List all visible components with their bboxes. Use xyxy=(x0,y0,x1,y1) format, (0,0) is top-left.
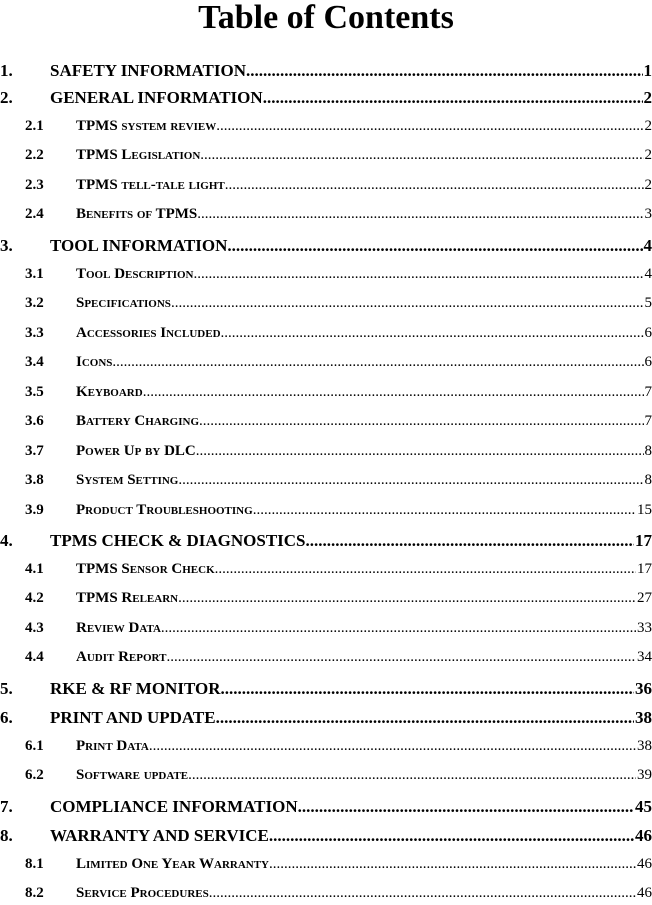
toc-entry-3-3[interactable] xyxy=(0,325,652,345)
toc-label: TPMS Legislation xyxy=(76,147,200,164)
toc-label: TPMS system review xyxy=(76,118,216,135)
toc-entry-8[interactable] xyxy=(0,826,652,846)
toc-leader xyxy=(166,649,636,666)
toc-number: 3.5 xyxy=(25,384,44,401)
toc-page: 17 xyxy=(634,531,652,551)
toc-label: TPMS tell-tale light xyxy=(76,177,225,194)
toc-leader xyxy=(178,472,643,489)
toc-page: 46 xyxy=(636,856,652,873)
toc-leader xyxy=(200,147,643,164)
toc-label: TOOL INFORMATION xyxy=(50,236,227,256)
toc-label: TPMS CHECK & DIAGNOSTICS xyxy=(50,531,306,551)
toc-number: 8.2 xyxy=(25,885,44,902)
toc-leader xyxy=(216,118,643,135)
toc-label: Power Up by DLC xyxy=(76,443,196,460)
toc-entry-3-5[interactable] xyxy=(0,384,652,404)
toc-page: 7 xyxy=(644,384,652,401)
toc-page: 8 xyxy=(644,443,652,460)
toc-label: Tool Description xyxy=(76,266,194,283)
toc-entry-2-3[interactable] xyxy=(0,177,652,197)
toc-page: 2 xyxy=(644,147,652,164)
toc-page: 39 xyxy=(636,767,652,784)
toc-leader xyxy=(196,443,644,460)
toc-page: 8 xyxy=(644,472,652,489)
toc-entry-3-6[interactable] xyxy=(0,413,652,433)
toc-entry-2-1[interactable] xyxy=(0,118,652,138)
toc-number: 3.3 xyxy=(25,325,44,342)
toc-entry-2-4[interactable] xyxy=(0,206,652,226)
toc-number: 2.3 xyxy=(25,177,44,194)
toc-label: GENERAL INFORMATION xyxy=(50,88,263,108)
toc-label: Limited One Year Warranty xyxy=(76,856,269,873)
toc-entry-6-2[interactable] xyxy=(0,767,652,787)
toc-label: Specifications xyxy=(76,295,171,312)
toc-entry-4[interactable] xyxy=(0,531,652,551)
toc-entry-6-1[interactable] xyxy=(0,738,652,758)
toc-number: 3.8 xyxy=(25,472,44,489)
toc-label: TPMS Relearn xyxy=(76,590,178,607)
toc-label: Print Data xyxy=(76,738,149,755)
toc-label: PRINT AND UPDATE xyxy=(50,708,216,728)
toc-leader xyxy=(197,206,643,223)
toc-leader xyxy=(306,531,634,551)
toc-label: SAFETY INFORMATION xyxy=(50,61,246,81)
toc-number: 8.1 xyxy=(25,856,44,873)
toc-page: 6 xyxy=(644,354,652,371)
toc-label: Accessories Included xyxy=(76,325,221,342)
toc-entry-8-1[interactable] xyxy=(0,856,652,876)
toc-number: 7. xyxy=(0,797,13,817)
toc-page: 15 xyxy=(636,502,652,519)
toc-label: Audit Report xyxy=(76,649,166,666)
toc-entry-1[interactable] xyxy=(0,61,652,81)
toc-page: 46 xyxy=(636,885,652,902)
toc-page: 6 xyxy=(644,325,652,342)
toc-leader xyxy=(216,708,634,728)
toc-label: RKE & RF MONITOR xyxy=(50,679,220,699)
toc-entry-3-4[interactable] xyxy=(0,354,652,374)
toc-leader xyxy=(220,679,634,699)
toc-label: Review Data xyxy=(76,620,161,637)
toc-number: 2.4 xyxy=(25,206,44,223)
toc-leader xyxy=(194,266,644,283)
toc-number: 3.7 xyxy=(25,443,44,460)
toc-leader xyxy=(298,797,634,817)
toc-number: 3.4 xyxy=(25,354,44,371)
toc-entry-3-8[interactable] xyxy=(0,472,652,492)
toc-entry-4-2[interactable] xyxy=(0,590,652,610)
toc-number: 4.2 xyxy=(25,590,44,607)
toc-entry-2-2[interactable] xyxy=(0,147,652,167)
toc-label: Icons xyxy=(76,354,112,371)
toc-entry-3-1[interactable] xyxy=(0,266,652,286)
toc-number: 3.6 xyxy=(25,413,44,430)
toc-entry-3[interactable] xyxy=(0,236,652,256)
toc-leader xyxy=(246,61,643,81)
toc-leader xyxy=(171,295,644,312)
toc-page: 33 xyxy=(636,620,652,637)
toc-page: 3 xyxy=(644,206,652,223)
toc-entry-4-3[interactable] xyxy=(0,620,652,640)
toc-number: 4.1 xyxy=(25,561,44,578)
toc-number: 6.2 xyxy=(25,767,44,784)
toc-number: 3.9 xyxy=(25,502,44,519)
toc-leader xyxy=(112,354,643,371)
toc-label: Battery Charging xyxy=(76,413,199,430)
toc-number: 4.4 xyxy=(25,649,44,666)
toc-page: 7 xyxy=(644,413,652,430)
toc-entry-7[interactable] xyxy=(0,797,652,817)
toc-page: 46 xyxy=(634,826,652,846)
toc-leader xyxy=(263,88,643,108)
toc-leader xyxy=(269,856,636,873)
toc-number: 6.1 xyxy=(25,738,44,755)
toc-number: 3.2 xyxy=(25,295,44,312)
toc-number: 6. xyxy=(0,708,13,728)
toc-page: 1 xyxy=(643,61,652,81)
toc-page: 45 xyxy=(634,797,652,817)
toc-leader xyxy=(227,236,642,256)
toc-page: 4 xyxy=(644,266,652,283)
toc-entry-5[interactable] xyxy=(0,679,652,699)
toc-entry-3-2[interactable] xyxy=(0,295,652,315)
toc-leader xyxy=(149,738,636,755)
toc-number: 4. xyxy=(0,531,13,551)
toc-label: Product Troubleshooting xyxy=(76,502,253,519)
toc-entry-3-7[interactable] xyxy=(0,443,652,463)
toc-leader xyxy=(221,325,644,342)
toc-leader xyxy=(225,177,644,194)
toc-label: Software update xyxy=(76,767,188,784)
toc-leader xyxy=(269,826,634,846)
toc-entry-3-9[interactable] xyxy=(0,502,652,522)
toc-entry-6[interactable] xyxy=(0,708,652,728)
toc-page: 34 xyxy=(636,649,652,666)
toc-leader xyxy=(253,502,636,519)
toc-leader xyxy=(178,590,636,607)
toc-page: 38 xyxy=(634,708,652,728)
toc-leader xyxy=(143,384,644,401)
toc-number: 1. xyxy=(0,61,13,81)
toc-number: 3.1 xyxy=(25,266,44,283)
toc-label: TPMS Sensor Check xyxy=(76,561,215,578)
toc-number: 5. xyxy=(0,679,13,699)
toc-number: 8. xyxy=(0,826,13,846)
toc-number: 2. xyxy=(0,88,13,108)
toc-label: Keyboard xyxy=(76,384,143,401)
toc-page: 36 xyxy=(634,679,652,699)
toc-page: 27 xyxy=(636,590,652,607)
toc-label: COMPLIANCE INFORMATION xyxy=(50,797,298,817)
toc-leader xyxy=(209,885,636,902)
toc-page: 2 xyxy=(644,118,652,135)
toc-label: WARRANTY AND SERVICE xyxy=(50,826,269,846)
toc-page: 4 xyxy=(643,236,652,256)
toc-number: 2.2 xyxy=(25,147,44,164)
toc-leader xyxy=(161,620,636,637)
toc-number: 4.3 xyxy=(25,620,44,637)
toc-leader xyxy=(199,413,643,430)
toc-label: System Setting xyxy=(76,472,178,489)
toc-label: Benefits of TPMS xyxy=(76,206,197,223)
toc-entry-4-1[interactable] xyxy=(0,561,652,581)
toc-page: 38 xyxy=(636,738,652,755)
toc-page: 2 xyxy=(643,88,652,108)
toc-page: 2 xyxy=(644,177,652,194)
toc-label: Service Procedures xyxy=(76,885,209,902)
page-title: Table of Contents xyxy=(0,0,652,38)
toc-number: 2.1 xyxy=(25,118,44,135)
toc-entry-2[interactable] xyxy=(0,88,652,108)
toc-leader xyxy=(215,561,636,578)
toc-page: 17 xyxy=(636,561,652,578)
toc-entry-8-2[interactable] xyxy=(0,885,652,905)
toc-entry-4-4[interactable] xyxy=(0,649,652,669)
toc-number: 3. xyxy=(0,236,13,256)
toc-page: 5 xyxy=(644,295,652,312)
toc-leader xyxy=(188,767,636,784)
